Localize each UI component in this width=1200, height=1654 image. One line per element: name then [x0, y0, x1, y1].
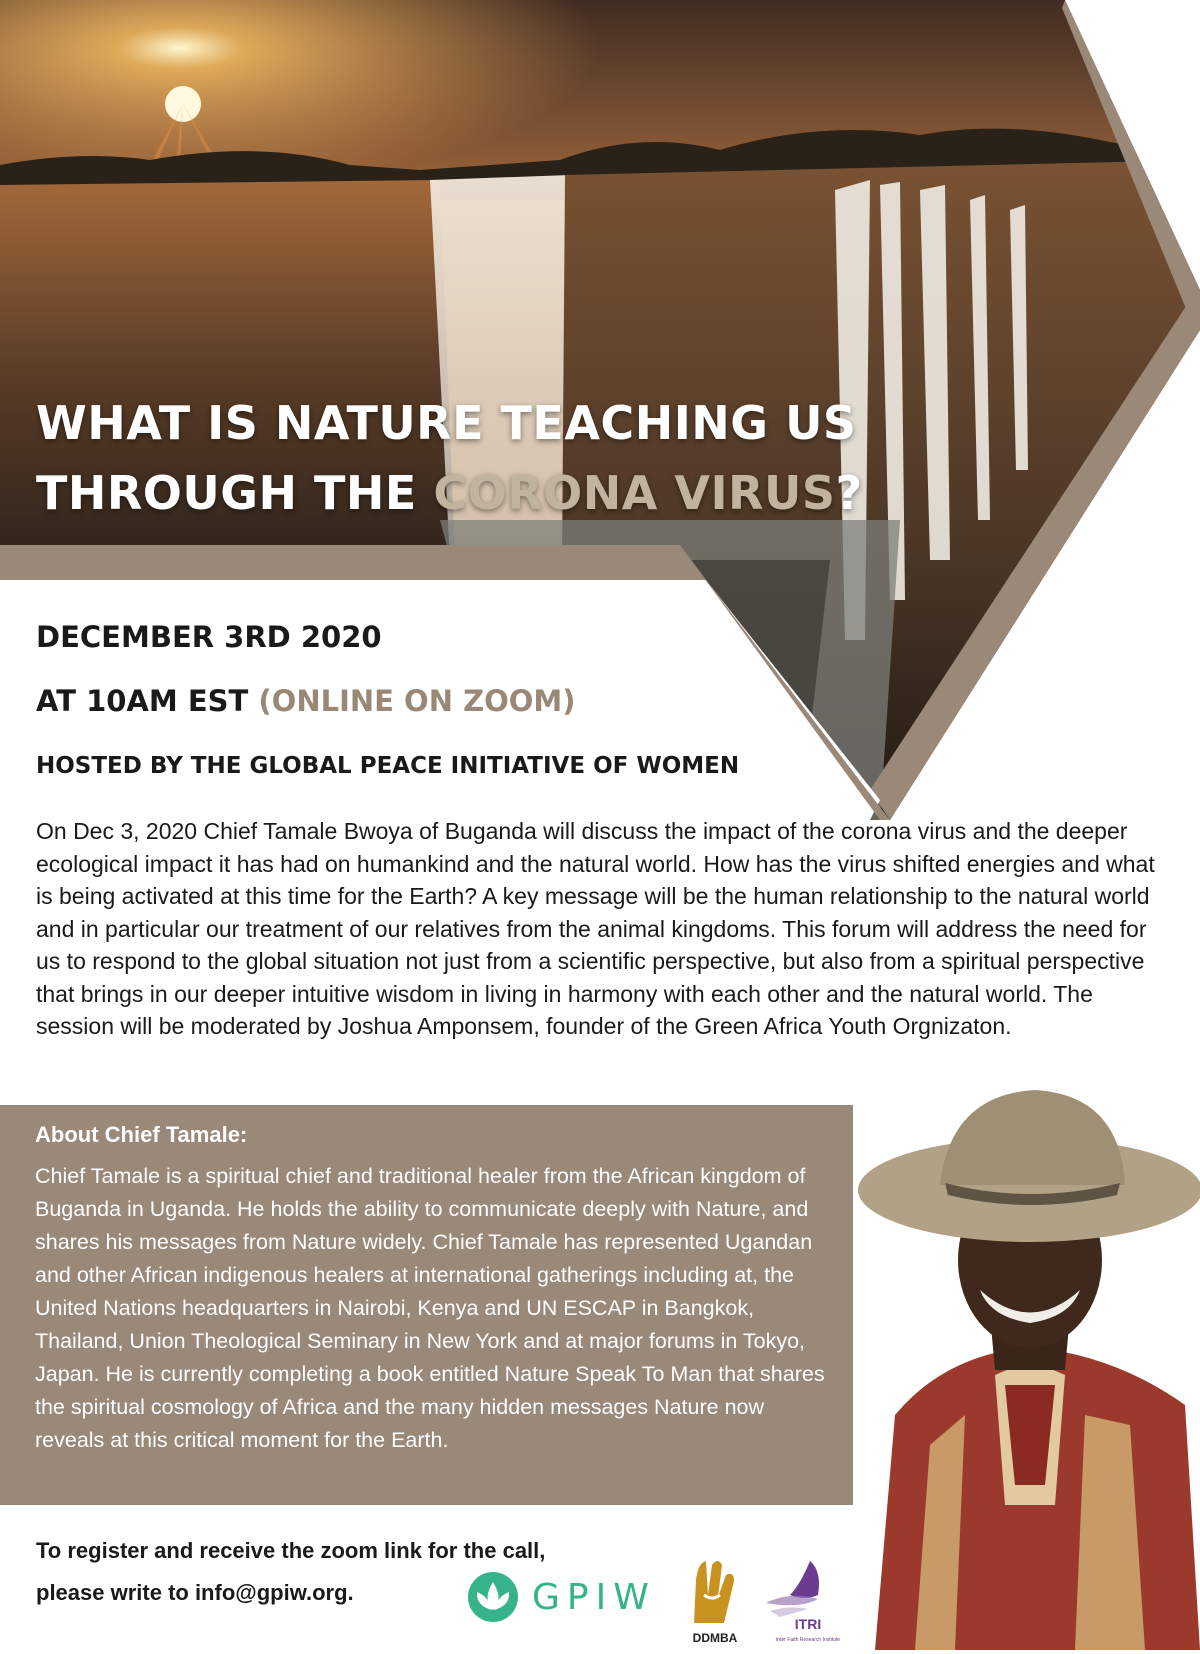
headline-accent: CORONA VIRUS	[433, 466, 836, 520]
about-title: About Chief Tamale:	[35, 1122, 248, 1147]
ddmba-logo	[684, 1555, 746, 1647]
dove-icon	[766, 1561, 819, 1617]
event-location: (ONLINE ON ZOOM)	[258, 684, 576, 718]
portrait-chief-tamale	[855, 1085, 1200, 1650]
registration-line-1: To register and receive the zoom link for the call,	[36, 1538, 546, 1563]
ddmba-label: DDMBA	[692, 1631, 738, 1645]
event-host: HOSTED BY THE GLOBAL PEACE INITIATIVE OF WOMEN	[36, 753, 740, 779]
lotus-leaf-icon	[468, 1572, 518, 1622]
registration-line-2: please write to info@gpiw.org.	[36, 1580, 354, 1605]
itri-label: ITRI	[794, 1616, 822, 1632]
itri-subtitle: Inter Faith Research Institute	[775, 1637, 841, 1643]
event-description: On Dec 3, 2020 Chief Tamale Bwoya of Buganda will discuss the impact of the corona virus and the deeper ecological impact it has had on humankind and the natural world. How has the virus shifted energies and what is being activated at this time for the Earth? A key message will be the human relationship to the natural world and in particular our treatment of our relatives from the animal kingdoms. This forum will address the need for us to respond to the global situation not just from a scientific perspective, but also from a spiritual perspective that brings in our deeper intuitive wisdom in living in harmony with each other and the natural world. The session will be moderated by Joshua Amponsem, founder of the Green Africa Youth Orgnizaton.	[36, 818, 1155, 1039]
itri-logo	[760, 1555, 856, 1645]
headline-question-mark: ?	[835, 466, 863, 520]
about-text: Chief Tamale is a spiritual chief and traditional healer from the African kingdom of Buganda in Uganda. He holds the ability to communicate deeply with Nature, and shares his messages from Nature widely. Chief Tamale has represented Ugandan and other African indigenous healers at international gatherings including at, the United Nations headquarters in Nairobi, Kenya and UN ESCAP in Bangkok, Thailand, Union Theological Seminary in New York and at major forums in Tokyo, Japan. He is currently completing a book entitled Nature Speak To Man that shares the spiritual cosmology of Africa and the many hidden messages Nature now reveals at this critical moment for the Earth.	[35, 1164, 825, 1452]
headline-line-1: WHAT IS NATURE TEACHING US	[36, 396, 857, 450]
headline-line-2-prefix: THROUGH THE	[36, 466, 434, 520]
event-time-value: AT 10AM EST	[36, 684, 249, 718]
gpiw-logo	[468, 1570, 664, 1624]
hand-icon	[684, 1555, 746, 1625]
gpiw-wordmark: GPIW	[532, 1576, 656, 1618]
event-headline	[36, 388, 863, 528]
event-date: DECEMBER 3RD 2020	[36, 620, 382, 654]
event-time	[36, 684, 576, 718]
